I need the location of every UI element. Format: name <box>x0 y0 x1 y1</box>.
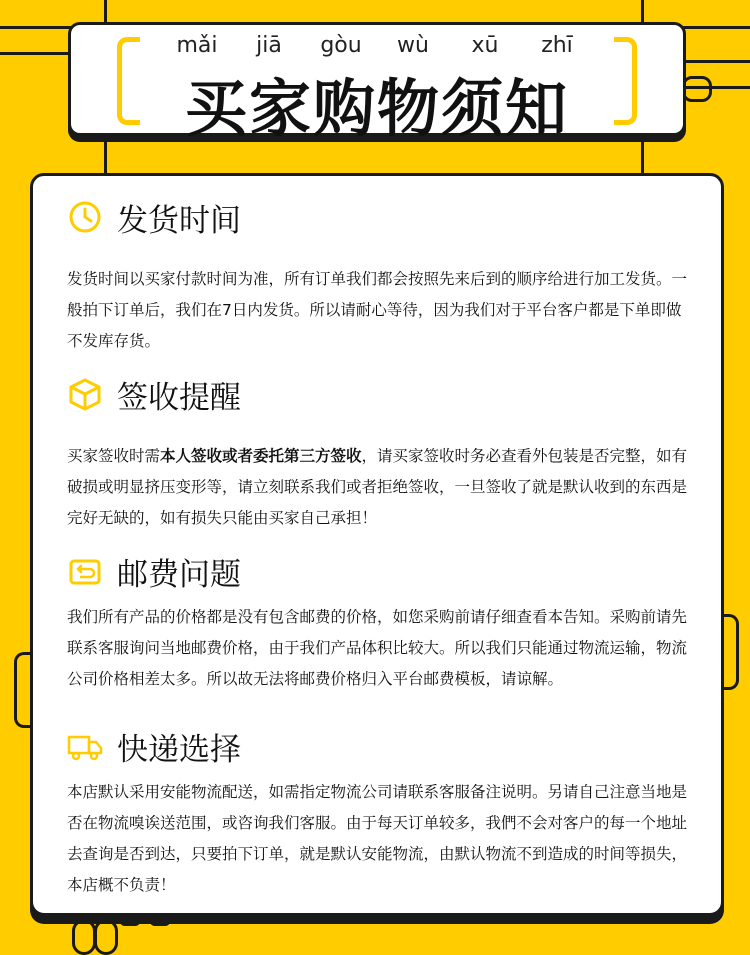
truck-icon <box>67 728 103 764</box>
section-receipt-reminder <box>67 369 689 534</box>
decor-dot <box>120 917 140 926</box>
pinyin: jiā <box>256 33 282 58</box>
body-text: 买家签收时需 <box>67 447 161 465</box>
section-body <box>67 441 689 534</box>
section-body: 我们所有产品的价格都是没有包含邮费的价格，如您采购前请仔细查看本告知。采购前请先联系客服询问当地邮费价格，由于我们产品体积比较大。所以我们只能通过物流运输，物流公司价格相差太多。所以故无法将邮费价格归入平台邮费模板，请谅解。 <box>67 608 688 688</box>
notice-card <box>30 173 724 916</box>
pinyin: wù <box>397 33 429 58</box>
section-title: 签收提醒 <box>117 379 241 416</box>
binder-ring <box>94 919 118 955</box>
section-shipping-fee <box>67 546 689 695</box>
section-shipping-time <box>67 192 689 357</box>
decor-line <box>104 0 107 22</box>
decor-hook <box>682 76 712 102</box>
decor-line <box>0 52 74 55</box>
pinyin: gòu <box>320 33 362 58</box>
section-header <box>67 546 689 596</box>
section-header <box>67 721 689 771</box>
pinyin: xū <box>471 33 499 58</box>
section-body: 本店默认采用安能物流配送，如需指定物流公司请联系客服备注说明。另请自己注意当地是否在物流嗅诶送范围，或咨询我们客服。由于每天订单较多，我們不会对客户的每一个地址去查询是否到达，只要拍下订单，就是默认安能物流，由默认物流不到造成的时间等损失，本店概不负责！ <box>67 783 688 894</box>
page-title: 买家购物须知 <box>184 72 569 145</box>
pinyin: zhī <box>541 33 573 58</box>
pinyin: mǎi <box>176 33 218 58</box>
decor-line <box>676 26 750 29</box>
section-title: 快递选择 <box>117 731 241 768</box>
body-emphasis: 本人签收或者委托第三方签收 <box>160 447 362 465</box>
header-sign <box>68 22 686 145</box>
body-text: ，请买家签收时务必查看外包装是否完整，如有破损或明显挤压变形等，请立刻联系我们或者拒绝签收，一旦签收了就是默认收到的东西是完好无缺的，如有损失只能由买家自己承担！ <box>67 447 688 527</box>
decor-dot <box>150 917 170 926</box>
section-title: 邮费问题 <box>117 556 241 593</box>
section-title: 发货时间 <box>117 202 241 239</box>
section-header <box>67 192 689 242</box>
decor-line <box>641 0 644 22</box>
section-courier-choice <box>67 721 689 901</box>
decor-line <box>0 26 74 29</box>
clock-icon <box>67 199 103 235</box>
return-icon <box>67 553 103 589</box>
pinyin-row <box>71 33 683 58</box>
section-body: 发货时间以买家付款时间为准，所有订单我们都会按照先来后到的顺序给进行加工发货。一般拍下订单后，我们在7日内发货。所以请耐心等待，因为我们对于平台客户都是下单即做不发库存货。 <box>67 270 688 350</box>
binder-ring <box>72 919 96 955</box>
section-header <box>67 369 689 419</box>
package-icon <box>67 376 103 412</box>
decor-line <box>676 60 750 63</box>
